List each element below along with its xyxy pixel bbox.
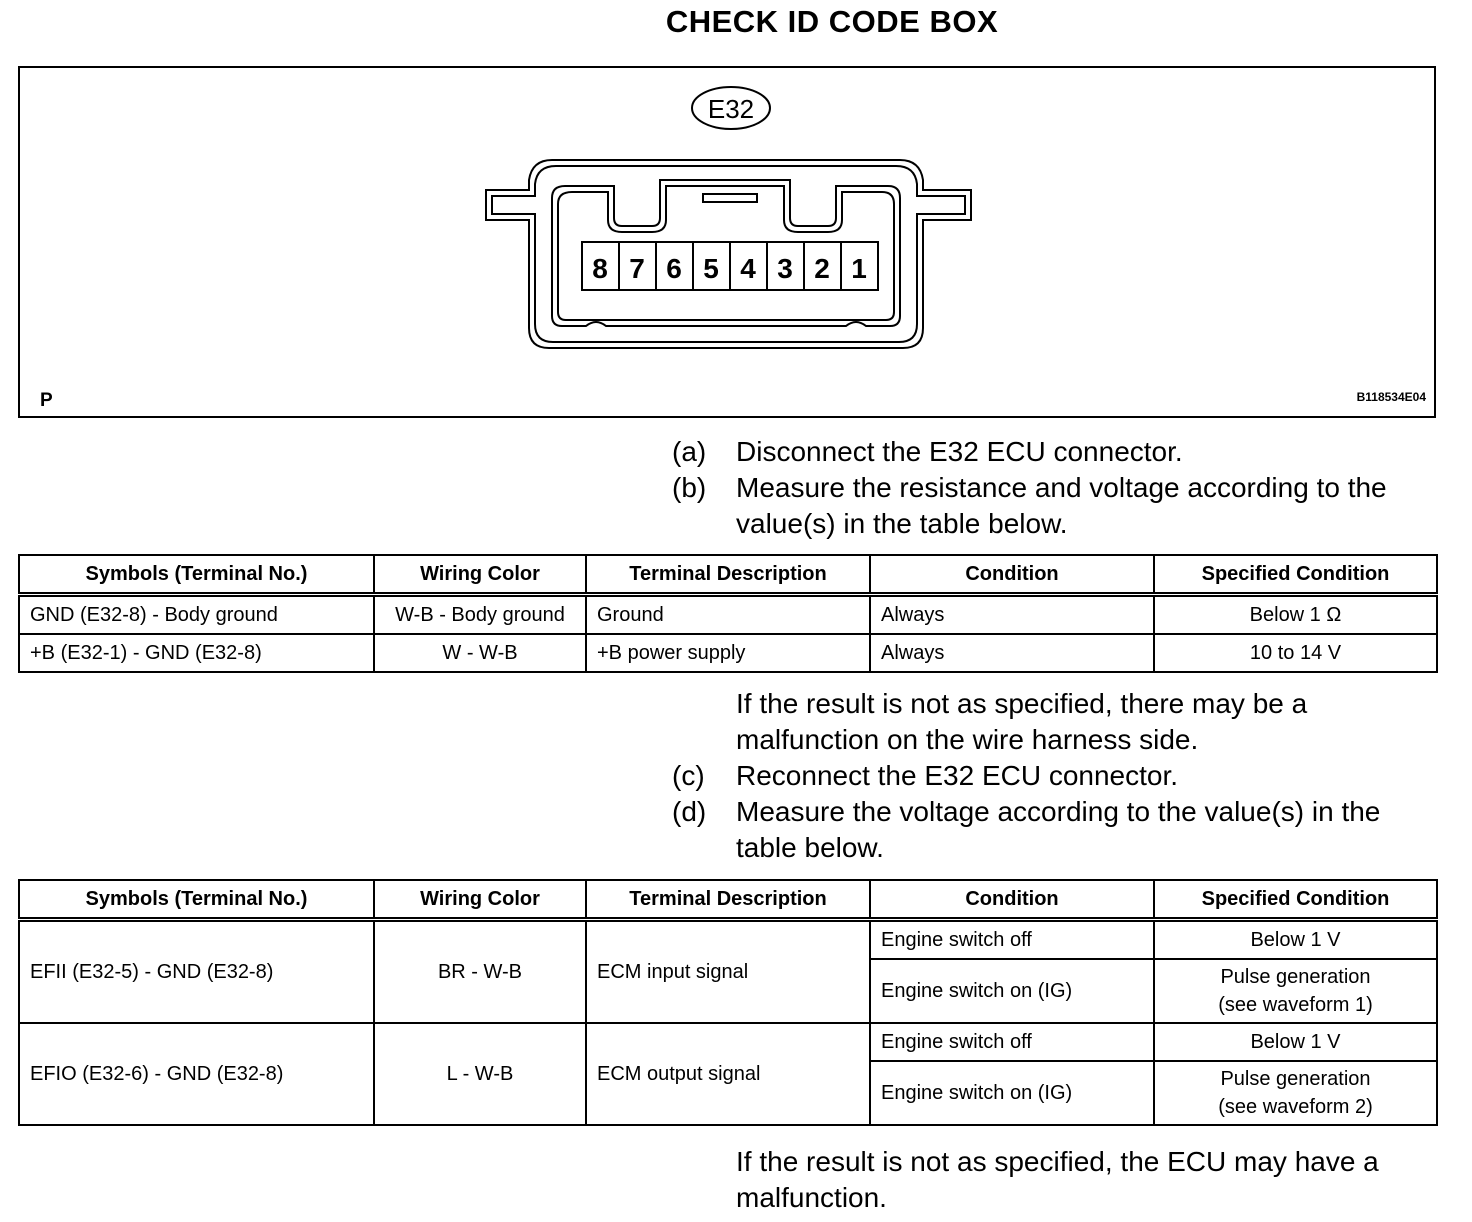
cell-specified: Below 1 V: [1154, 1023, 1437, 1061]
voltage-table: [18, 879, 1438, 1126]
table-header-row: [19, 880, 1437, 920]
step-label: (c): [672, 760, 705, 791]
specified-line: (see waveform 1): [1218, 994, 1373, 1016]
header-wiring-color: Wiring Color: [374, 880, 586, 920]
cell-wiring-color: W - W-B: [374, 634, 586, 672]
cell-specified: Below 1 Ω: [1154, 595, 1437, 635]
cell-specified: 10 to 14 V: [1154, 634, 1437, 672]
cell-specified: [1154, 1061, 1437, 1125]
cell-specified: [1154, 959, 1437, 1023]
cell-condition: Always: [870, 595, 1154, 635]
header-wiring-color: Wiring Color: [374, 555, 586, 595]
connector-key: [703, 194, 757, 202]
cell-symbols: GND (E32-8) - Body ground: [19, 595, 374, 635]
note-harness: If the result is not as specified, there may be a malfunction on the wire harness side.: [736, 688, 1308, 755]
cell-description: ECM output signal: [586, 1023, 870, 1125]
terminal-row: [582, 242, 878, 290]
header-condition: Condition: [870, 880, 1154, 920]
connector-figure: [18, 66, 1436, 418]
cell-specified: Below 1 V: [1154, 920, 1437, 960]
terminal-2: 2: [814, 253, 830, 284]
header-specified-condition: Specified Condition: [1154, 880, 1437, 920]
terminal-8: 8: [592, 253, 608, 284]
specified-line: Pulse generation: [1220, 1068, 1371, 1090]
table-row: [19, 920, 1437, 960]
header-specified-condition: Specified Condition: [1154, 555, 1437, 595]
page-title: CHECK ID CODE BOX: [665, 4, 999, 39]
step-label: (b): [672, 472, 707, 503]
figure-corner-mark: P: [40, 390, 53, 411]
cell-description: ECM input signal: [586, 920, 870, 1024]
step-text: Measure the voltage according to the value(s) in the table below.: [736, 796, 1381, 863]
header-terminal-description: Terminal Description: [586, 880, 870, 920]
cell-symbols: EFII (E32-5) - GND (E32-8): [19, 920, 374, 1024]
cell-condition: Always: [870, 634, 1154, 672]
header-terminal-description: Terminal Description: [586, 555, 870, 595]
step-text: Measure the resistance and voltage according to the value(s) in the table below.: [736, 472, 1387, 539]
connector-id-label: E32: [707, 94, 755, 124]
resistance-voltage-table: [18, 554, 1438, 673]
cell-condition: Engine switch on (IG): [870, 959, 1154, 1023]
step-text: Disconnect the E32 ECU connector.: [736, 436, 1183, 467]
step-label: (d): [672, 796, 707, 827]
cell-wiring-color: L - W-B: [374, 1023, 586, 1125]
cell-description: Ground: [586, 595, 870, 635]
cell-symbols: EFIO (E32-6) - GND (E32-8): [19, 1023, 374, 1125]
table-row: [19, 595, 1437, 635]
cell-condition: Engine switch off: [870, 1023, 1154, 1061]
terminal-3: 3: [777, 253, 793, 284]
terminal-7: 7: [629, 253, 645, 284]
table-row: [19, 634, 1437, 672]
cell-wiring-color: BR - W-B: [374, 920, 586, 1024]
cell-symbols: +B (E32-1) - GND (E32-8): [19, 634, 374, 672]
cell-description: +B power supply: [586, 634, 870, 672]
terminal-4: 4: [740, 253, 756, 284]
table-header-row: [19, 555, 1437, 595]
header-symbols: Symbols (Terminal No.): [19, 880, 374, 920]
connector-diagram: [20, 68, 1438, 420]
table-row: [19, 1023, 1437, 1061]
cell-condition: Engine switch off: [870, 920, 1154, 960]
specified-line: (see waveform 2): [1218, 1096, 1373, 1118]
terminal-6: 6: [666, 253, 682, 284]
figure-code: B118534E04: [1356, 390, 1426, 404]
cell-wiring-color: W-B - Body ground: [374, 595, 586, 635]
cell-condition: Engine switch on (IG): [870, 1061, 1154, 1125]
specified-line: Pulse generation: [1220, 966, 1371, 988]
header-symbols: Symbols (Terminal No.): [19, 555, 374, 595]
header-condition: Condition: [870, 555, 1154, 595]
step-label: (a): [672, 436, 707, 467]
step-text: Reconnect the E32 ECU connector.: [736, 760, 1179, 791]
terminal-1: 1: [851, 253, 867, 284]
terminal-5: 5: [703, 253, 719, 284]
note-ecu: If the result is not as specified, the ECU may have a malfunction.: [736, 1146, 1379, 1213]
